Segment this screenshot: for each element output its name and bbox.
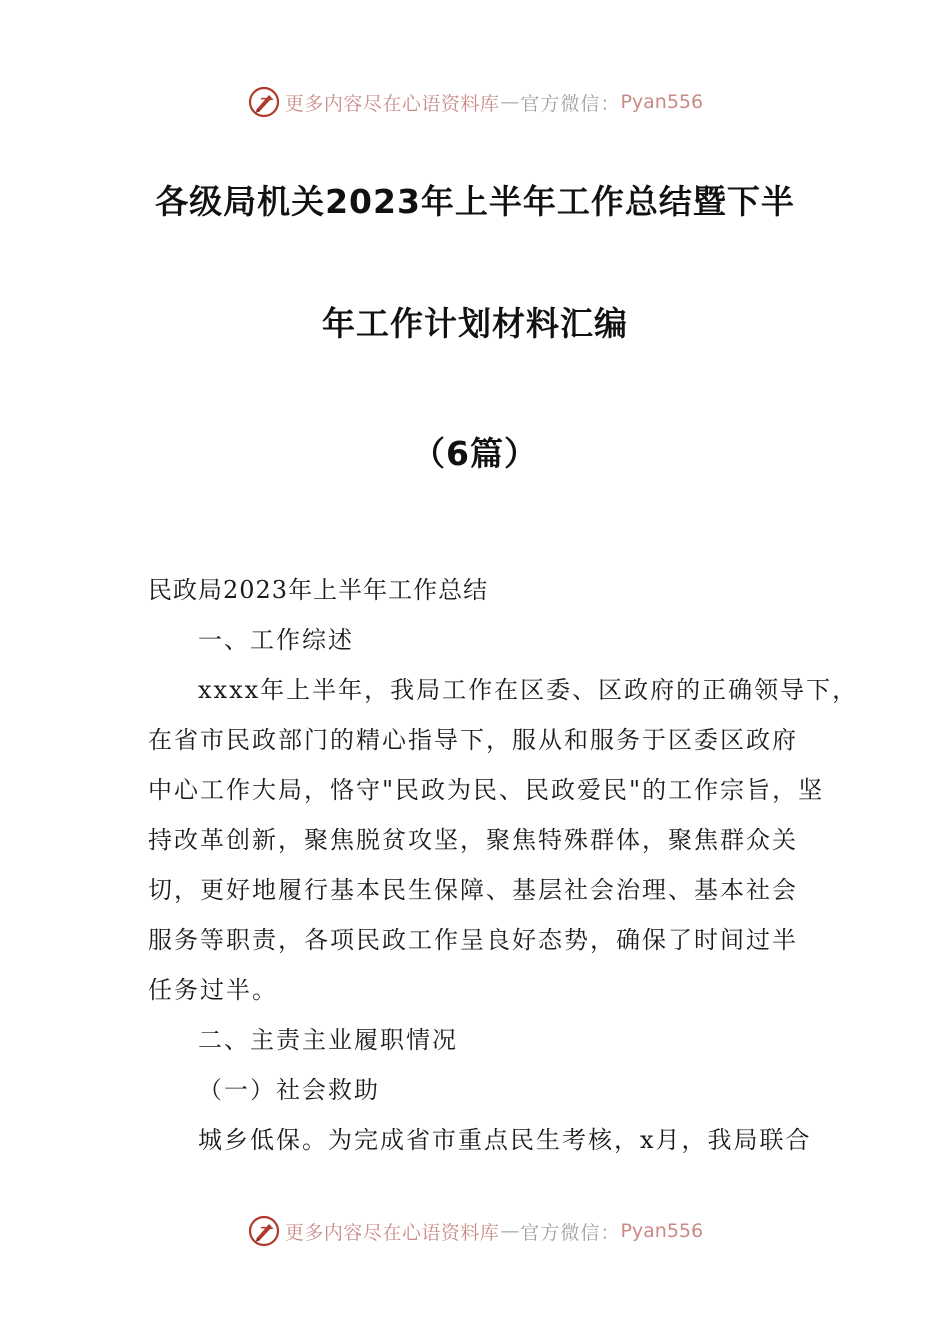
watermark-label: 官方微信： [520,1221,621,1244]
section-heading: 一、工作综述 [198,626,354,654]
document-title-count: （6篇） [412,434,538,473]
paragraph-line: 任务过半。 [148,976,278,1004]
watermark-text: 更多内容尽在心语资料库 [284,92,500,115]
watermark-id: Pyan556 [620,1220,704,1242]
paragraph-line: 中心工作大局，恪守"民政为民、民政爱民"的工作宗旨，坚 [148,776,825,804]
paragraph-line: 服务等职责，各项民政工作呈良好态势，确保了时间过半 [148,926,798,954]
paragraph-line: 切，更好地履行基本民生保障、基层社会治理、基本社会 [148,876,798,904]
paragraph-line: 在省市民政部门的精心指导下，服从和服务于区委区政府 [148,726,798,754]
watermark-separator: — [500,1220,520,1242]
watermark-separator: — [500,91,520,113]
article-heading: 民政局2023年上半年工作总结 [148,576,489,604]
document-title-line-2: 年工作计划材料汇编 [322,304,628,343]
paragraph-line: xxxx年上半年，我局工作在区委、区政府的正确领导下， [198,676,859,704]
pen-logo-icon [247,1214,281,1248]
paragraph-line: 城乡低保。为完成省市重点民生考核，x月，我局联合 [198,1126,812,1154]
paragraph-line: 持改革创新，聚焦脱贫攻坚，聚焦特殊群体，聚焦群众关 [148,826,798,854]
watermark-label: 官方微信： [520,92,621,115]
document-title-line-1: 各级局机关2023年上半年工作总结暨下半 [155,182,795,221]
watermark-id: Pyan556 [620,91,704,113]
footer-watermark [0,1211,950,1251]
section-heading: 二、主责主业履职情况 [198,1026,458,1054]
subsection-heading: （一）社会救助 [198,1076,380,1104]
article-body [148,0,859,1344]
watermark-text: 更多内容尽在心语资料库 [284,1221,500,1244]
